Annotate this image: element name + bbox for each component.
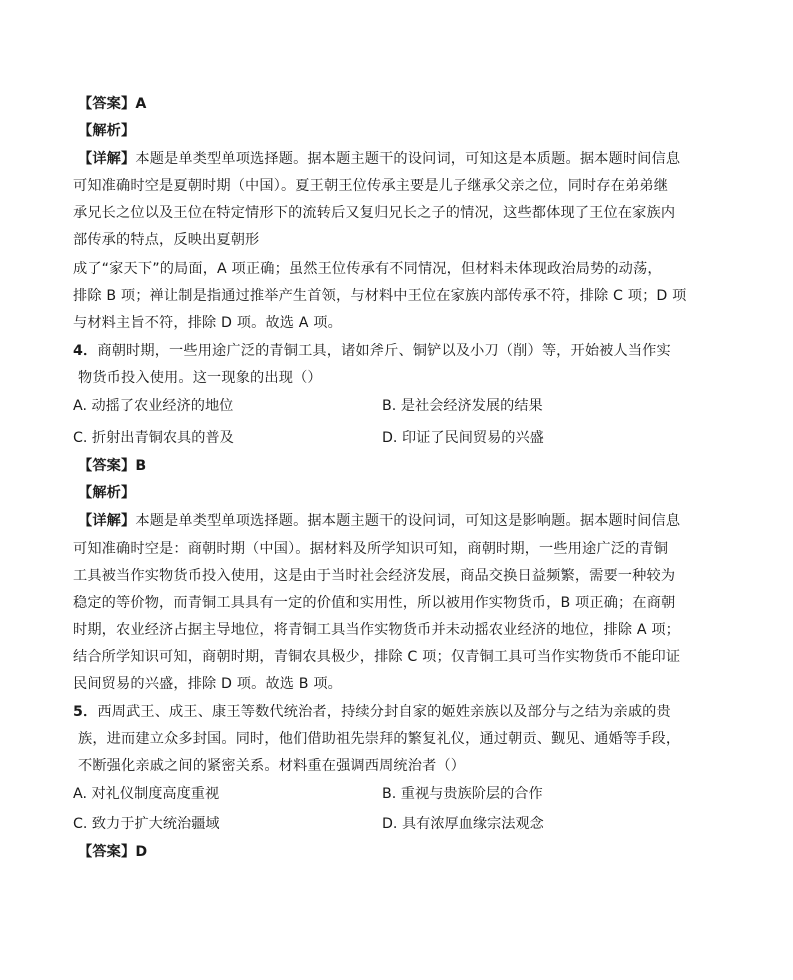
answer-tag: 【答案】 — [78, 844, 136, 860]
detail-line — [78, 511, 680, 531]
question-4-stem-cont: 物货币投入使用。这一现象的出现（） — [78, 370, 322, 386]
option-b: B. 重视与贵族阶层的合作 — [382, 786, 543, 802]
question-5-stem-cont: 族，进而建立众多封国。同时，他们借助祖先崇拜的繁复礼仪，通过朝贡、觐见、通婚等手段， — [78, 731, 681, 747]
detail-text: 本题是单类型单项选择题。据本题主题干的设问词，可知这是本质题。据本题时间信息 — [135, 151, 681, 167]
question-text: 商朝时期，一些用途广泛的青铜工具，诸如斧斤、铜铲以及小刀（削）等，开始被人当作实 — [97, 343, 671, 359]
answer-tag: 【答案】 — [78, 458, 136, 474]
question-number: 5． — [73, 704, 98, 720]
detail-tag: 【详解】 — [78, 151, 136, 167]
detail-line: 工具被当作实物货币投入使用，这是由于当时社会经济发展，商品交换日益频繁，需要一种较为 — [73, 568, 676, 584]
detail-line: 可知准确时空是夏朝时期（中国）。夏王朝王位传承主要是儿子继承父亲之位，同时存在弟弟继 — [73, 178, 669, 194]
option-a: A. 对礼仪制度高度重视 — [73, 786, 220, 802]
answer-value: D — [135, 844, 148, 860]
detail-tag: 【详解】 — [78, 513, 136, 529]
analysis-heading — [78, 121, 135, 141]
analysis-tag: 【解析】 — [78, 123, 136, 139]
detail-line: 时期，农业经济占据主导地位，将青铜工具当作实物货币并未动摇农业经济的地位，排除 A 项； — [73, 622, 681, 638]
option-a: A. 动摇了农业经济的地位 — [73, 398, 234, 414]
answer-line — [78, 842, 147, 862]
option-b: B. 是社会经济发展的结果 — [382, 398, 543, 414]
question-5-stem — [73, 702, 671, 722]
detail-line — [78, 149, 680, 169]
option-d: D. 印证了民间贸易的兴盛 — [382, 430, 544, 446]
detail-line: 结合所学知识可知，商朝时期，青铜农具极少，排除 C 项；仅青铜工具可当作实物货币不能印证 — [73, 649, 681, 665]
question-5-stem-cont: 不断强化亲戚之间的紧密关系。材料重在强调西周统治者（） — [78, 758, 466, 774]
option-c: C. 折射出青铜农具的普及 — [73, 430, 234, 446]
detail-line: 稳定的等价物，而青铜工具具有一定的价值和实用性，所以被用作实物货币，B 项正确；在商朝 — [73, 595, 676, 611]
answer-line — [78, 94, 147, 114]
detail-line: 与材料主旨不符，排除 D 项。故选 A 项。 — [73, 315, 342, 331]
answer-line — [78, 456, 146, 476]
analysis-tag: 【解析】 — [78, 485, 136, 501]
answer-value: A — [135, 96, 147, 112]
detail-line: 排除 B 项；禅让制是指通过推举产生首领，与材料中王位在家族内部传承不符，排除 C 项；D 项 — [73, 288, 687, 304]
option-c: C. 致力于扩大统治疆域 — [73, 816, 220, 832]
analysis-heading — [78, 483, 135, 503]
answer-value: B — [135, 458, 147, 474]
option-d: D. 具有浓厚血缘宗法观念 — [382, 816, 544, 832]
detail-text: 本题是单类型单项选择题。据本题主题干的设问词，可知这是影响题。据本题时间信息 — [135, 513, 681, 529]
question-4-stem — [73, 341, 671, 361]
detail-line: 部传承的特点，反映出夏朝形 — [73, 232, 260, 248]
detail-line: 成了“家天下”的局面，A 项正确；虽然王位传承有不同情况，但材料未体现政治局势的动荡， — [73, 261, 662, 277]
detail-line: 承兄长之位以及王位在特定情形下的流转后又复归兄长之子的情况，这些都体现了王位在家族内 — [73, 205, 676, 221]
question-number: 4． — [73, 343, 98, 359]
detail-line: 民间贸易的兴盛，排除 D 项。故选 B 项。 — [73, 676, 342, 692]
detail-line: 可知准确时空是：商朝时期（中国）。据材料及所学知识可知，商朝时期，一些用途广泛的青铜 — [73, 541, 669, 557]
question-text: 西周武王、成王、康王等数代统治者，持续分封自家的姬姓亲族以及部分与之结为亲戚的贵 — [97, 704, 671, 720]
answer-tag: 【答案】 — [78, 96, 136, 112]
